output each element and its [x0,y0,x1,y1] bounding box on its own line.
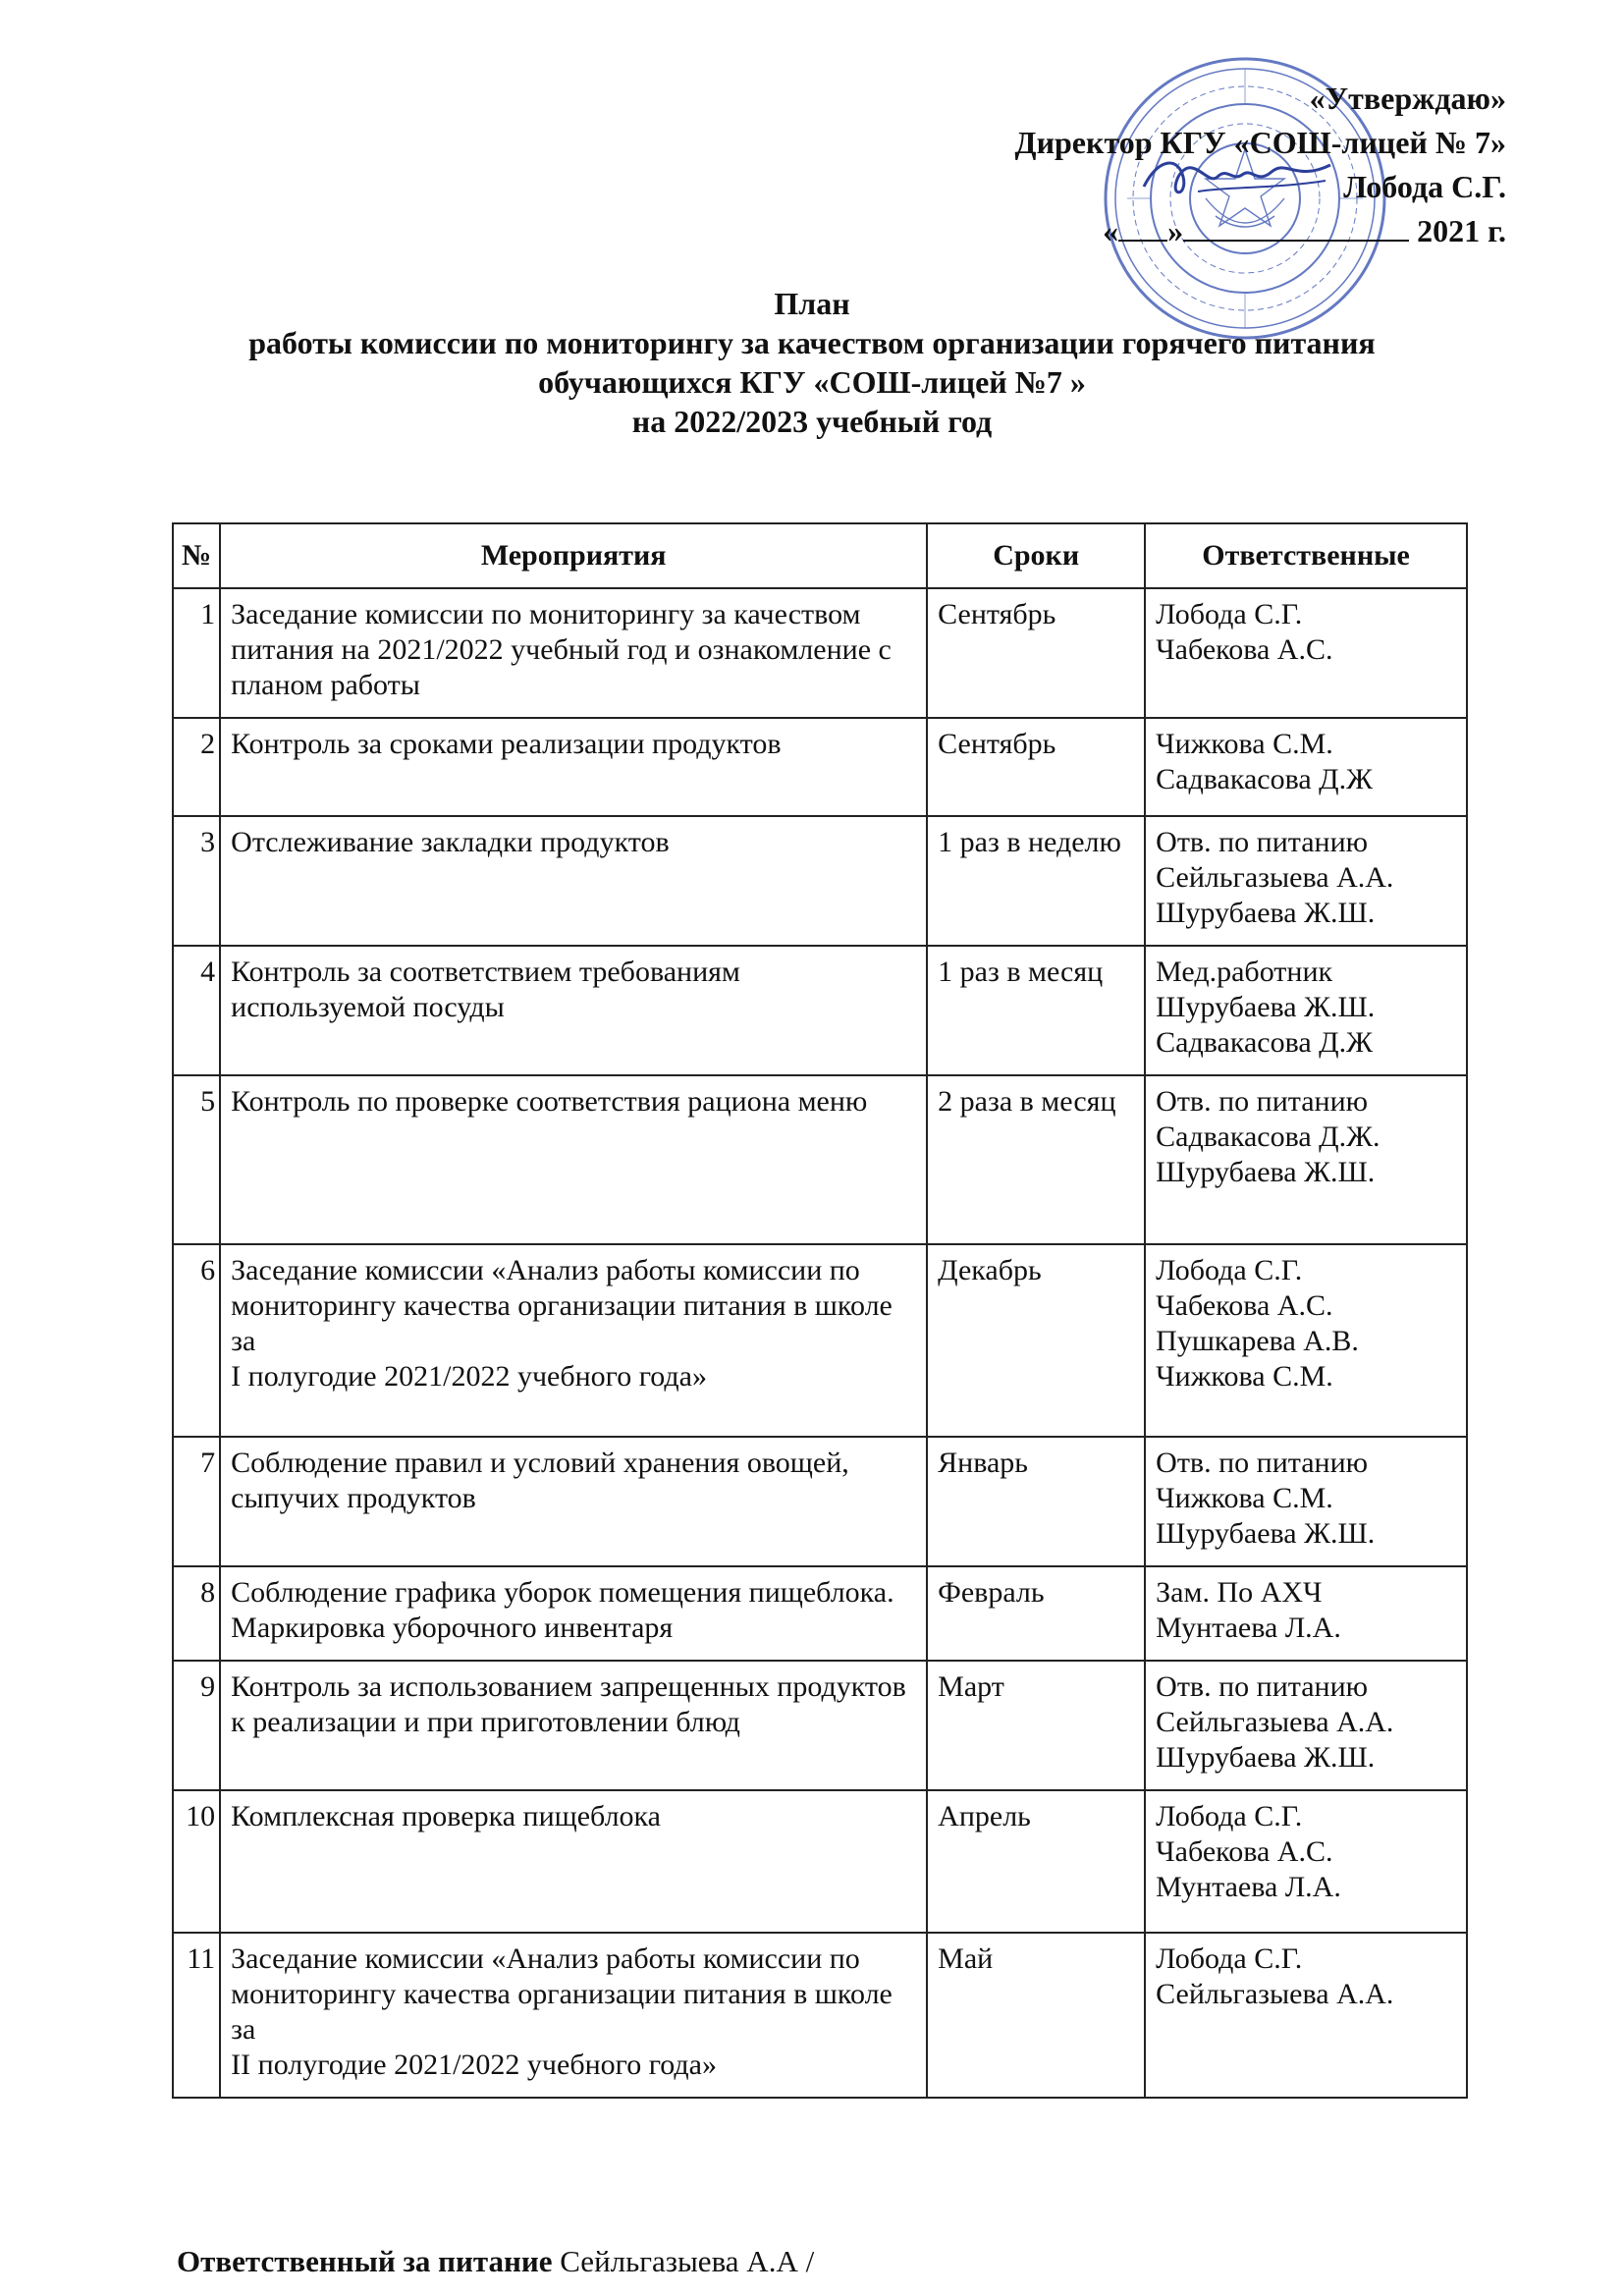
row-event: Контроль по проверке соответствия рациона меню [220,1075,927,1244]
approval-director-name: Лобода С.Г. [1343,169,1506,204]
row-responsible: Отв. по питанию Сейльгазыева А.А. Шурубаева Ж.Ш. [1145,816,1467,946]
row-responsible: Зам. По АХЧ Мунтаева Л.А. [1145,1566,1467,1661]
row-responsible: Лобода С.Г. Чабекова А.С. Мунтаева Л.А. [1145,1790,1467,1933]
row-term: Январь [927,1437,1145,1566]
row-number: 6 [173,1244,220,1437]
table-row [173,718,1467,816]
row-responsible: Мед.работник Шурубаева Ж.Ш. Садвакасова Д.Ж [1145,946,1467,1075]
document-title [147,284,1477,441]
row-number: 2 [173,718,220,816]
row-term: 1 раз в месяц [927,946,1145,1075]
table-row [173,1437,1467,1566]
table-row [173,816,1467,946]
table-row [173,588,1467,718]
header-terms: Сроки [927,523,1145,588]
table-row [173,1790,1467,1933]
header-events: Мероприятия [220,523,927,588]
row-responsible: Отв. по питанию Чижкова С.М. Шурубаева Ж.Ш. [1145,1437,1467,1566]
row-number: 10 [173,1790,220,1933]
table-body [173,588,1467,2098]
row-event: Соблюдение правил и условий хранения овощей, сыпучих продуктов [220,1437,927,1566]
row-event: Соблюдение графика уборок помещения пищеблока. Маркировка уборочного инвентаря [220,1566,927,1661]
approval-heading: «Утверждаю» [1309,81,1506,116]
title-line-2: работы комиссии по мониторингу за качеством организации горячего питания [248,325,1376,360]
row-number: 11 [173,1933,220,2098]
row-event: Заседание комиссии «Анализ работы комиссии по мониторингу качества организации питания в школе за II полугодие 2021/2022 учебного года» [220,1933,927,2098]
row-event: Контроль за сроками реализации продуктов [220,718,927,816]
header-number: № [173,523,220,588]
row-term: Март [927,1661,1145,1790]
row-number: 1 [173,588,220,718]
row-event: Заседание комиссии «Анализ работы комиссии по мониторингу качества организации питания в школе за I полугодие 2021/2022 учебного года» [220,1244,927,1437]
row-term: Декабрь [927,1244,1145,1437]
row-responsible: Отв. по питанию Садвакасова Д.Ж. Шурубаева Ж.Ш. [1145,1075,1467,1244]
row-term: Февраль [927,1566,1145,1661]
plan-table [172,522,1468,2099]
row-term: Апрель [927,1790,1145,1933]
row-number: 4 [173,946,220,1075]
table-row [173,946,1467,1075]
title-line-3: обучающихся КГУ «СОШ-лицей №7 » [538,364,1086,400]
header-responsible: Ответственные [1145,523,1467,588]
row-term: Сентябрь [927,588,1145,718]
table-row [173,1075,1467,1244]
footer-responsible [177,2244,814,2279]
row-responsible: Лобода С.Г. Чабекова А.С. [1145,588,1467,718]
row-responsible: Лобода С.Г. Сейльгазыева А.А. [1145,1933,1467,2098]
table-row [173,1933,1467,2098]
row-number: 8 [173,1566,220,1661]
row-responsible: Лобода С.Г. Чабекова А.С. Пушкарева А.В. Чижкова С.М. [1145,1244,1467,1437]
row-number: 3 [173,816,220,946]
row-term: Май [927,1933,1145,2098]
row-responsible: Отв. по питанию Сейльгазыева А.А. Шурубаева Ж.Ш. [1145,1661,1467,1790]
title-line-1: План [774,286,850,321]
approval-date: « » 2021 г. [897,209,1506,253]
table-row [173,1566,1467,1661]
table-row [173,1244,1467,1437]
approval-block [897,77,1506,253]
row-event: Контроль за соответствием требованиям используемой посуды [220,946,927,1075]
row-number: 9 [173,1661,220,1790]
title-line-4: на 2022/2023 учебный год [631,404,993,439]
footer-value: Сейльгазыева А.А / [560,2244,815,2278]
row-term: 1 раз в неделю [927,816,1145,946]
row-responsible: Чижкова С.М. Садвакасова Д.Ж [1145,718,1467,816]
row-number: 7 [173,1437,220,1566]
row-event: Комплексная проверка пищеблока [220,1790,927,1933]
row-event: Контроль за использованием запрещенных продуктов к реализации и при приготовлении блюд [220,1661,927,1790]
row-term: 2 раза в месяц [927,1075,1145,1244]
row-number: 5 [173,1075,220,1244]
row-event: Отслеживание закладки продуктов [220,816,927,946]
table-header-row [173,523,1467,588]
row-event: Заседание комиссии по мониторингу за качеством питания на 2021/2022 учебный год и ознакомление с планом работы [220,588,927,718]
table-row [173,1661,1467,1790]
approval-position: Директор КГУ «СОШ-лицей № 7» [1014,125,1506,160]
row-term: Сентябрь [927,718,1145,816]
footer-label: Ответственный за питание [177,2244,553,2278]
